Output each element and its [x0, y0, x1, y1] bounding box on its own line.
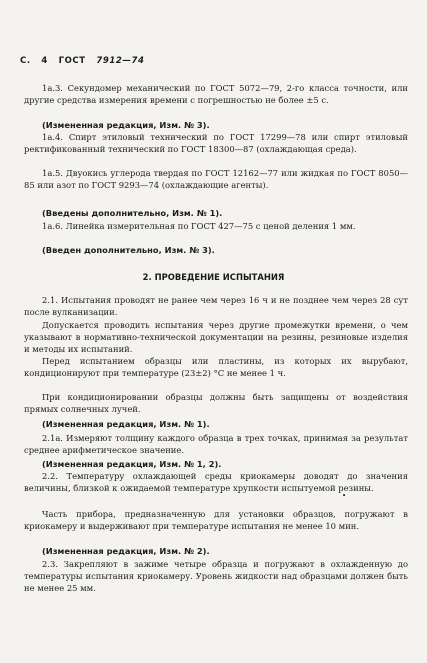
paragraph: Перед испытанием образцы или пластины, из которых их вырубают, кондиционируют при температуре (23±2) °С не менее 1 ч.: [24, 356, 408, 379]
addition-note: (Введен дополнительно, Изм. № 3).: [42, 245, 215, 255]
page-header: [20, 56, 145, 66]
amendment-note: (Измененная редакция, Изм. № 2).: [42, 546, 210, 556]
paragraph: Допускается проводить испытания через другие промежутки времени, о чем указывают в нормативно-технической документации на резины, резиновые изделия и методы их испытаний.: [24, 320, 408, 355]
header-standard: ГОСТ: [58, 56, 86, 66]
amendment-note: (Измененная редакция, Изм. № 1, 2).: [42, 459, 222, 469]
paragraph-1a6: 1а.6. Линейка измерительная по ГОСТ 427—75 с ценой деления 1 мм.: [42, 221, 356, 231]
paragraph-2-1: 2.1. Испытания проводят не ранее чем через 16 ч и не позднее чем через 28 сут после вулканизации.: [24, 295, 408, 318]
addition-note: (Введены дополнительно, Изм. № 1).: [42, 208, 223, 218]
amendment-note: (Измененная редакция, Изм. № 3).: [42, 120, 210, 130]
paragraph-2-3: 2.3. Закрепляют в зажиме четыре образца и погружают в охлажденную до температуры испытания криокамеру. Уровень жидкости над образцами должен быть не менее 25 мм.: [24, 559, 408, 594]
paragraph-1a4: 1а.4. Спирт этиловый технический по ГОСТ 17299—78 или спирт этиловый ректификованный технический по ГОСТ 18300—87 (охлаждающая среда).: [24, 132, 408, 155]
paragraph-2-2: 2.2. Температуру охлаждающей среды криокамеры доводят до значения величины, близкой к ожидаемой температуре хрупкости испытуемой резины.: [24, 471, 408, 494]
amendment-note: (Измененная редакция, Изм. № 1).: [42, 419, 210, 429]
paragraph-2-1a: 2.1а. Измеряют толщину каждого образца в трех точках, принимая за результат среднее арифметическое значение.: [24, 433, 408, 456]
header-page-number: 4: [41, 56, 48, 66]
paragraph: Часть прибора, предназначенную для установки образцов, погружают в криокамеру и выдерживают при температуре испытания не менее 10 мин.: [24, 509, 408, 532]
header-section: С.: [20, 56, 31, 66]
paragraph-1a3: 1а.3. Секундомер механический по ГОСТ 5072—79, 2-го класса точности, или другие средства измерения времени с погрешностью не более ±5 с.: [24, 83, 408, 106]
header-standard-number: 7912—74: [96, 56, 145, 66]
paragraph: При кондиционировании образцы должны быть защищены от воздействия прямых солнечных лучей.: [24, 392, 408, 415]
print-speck: •: [342, 492, 347, 500]
section-title: 2. ПРОВЕДЕНИЕ ИСПЫТАНИЯ: [142, 272, 285, 282]
paragraph-1a5: 1а.5. Двуокись углерода твердая по ГОСТ 12162—77 или жидкая по ГОСТ 8050—85 или азот по ГОСТ 9293—74 (охлаждающие агенты).: [24, 168, 408, 191]
